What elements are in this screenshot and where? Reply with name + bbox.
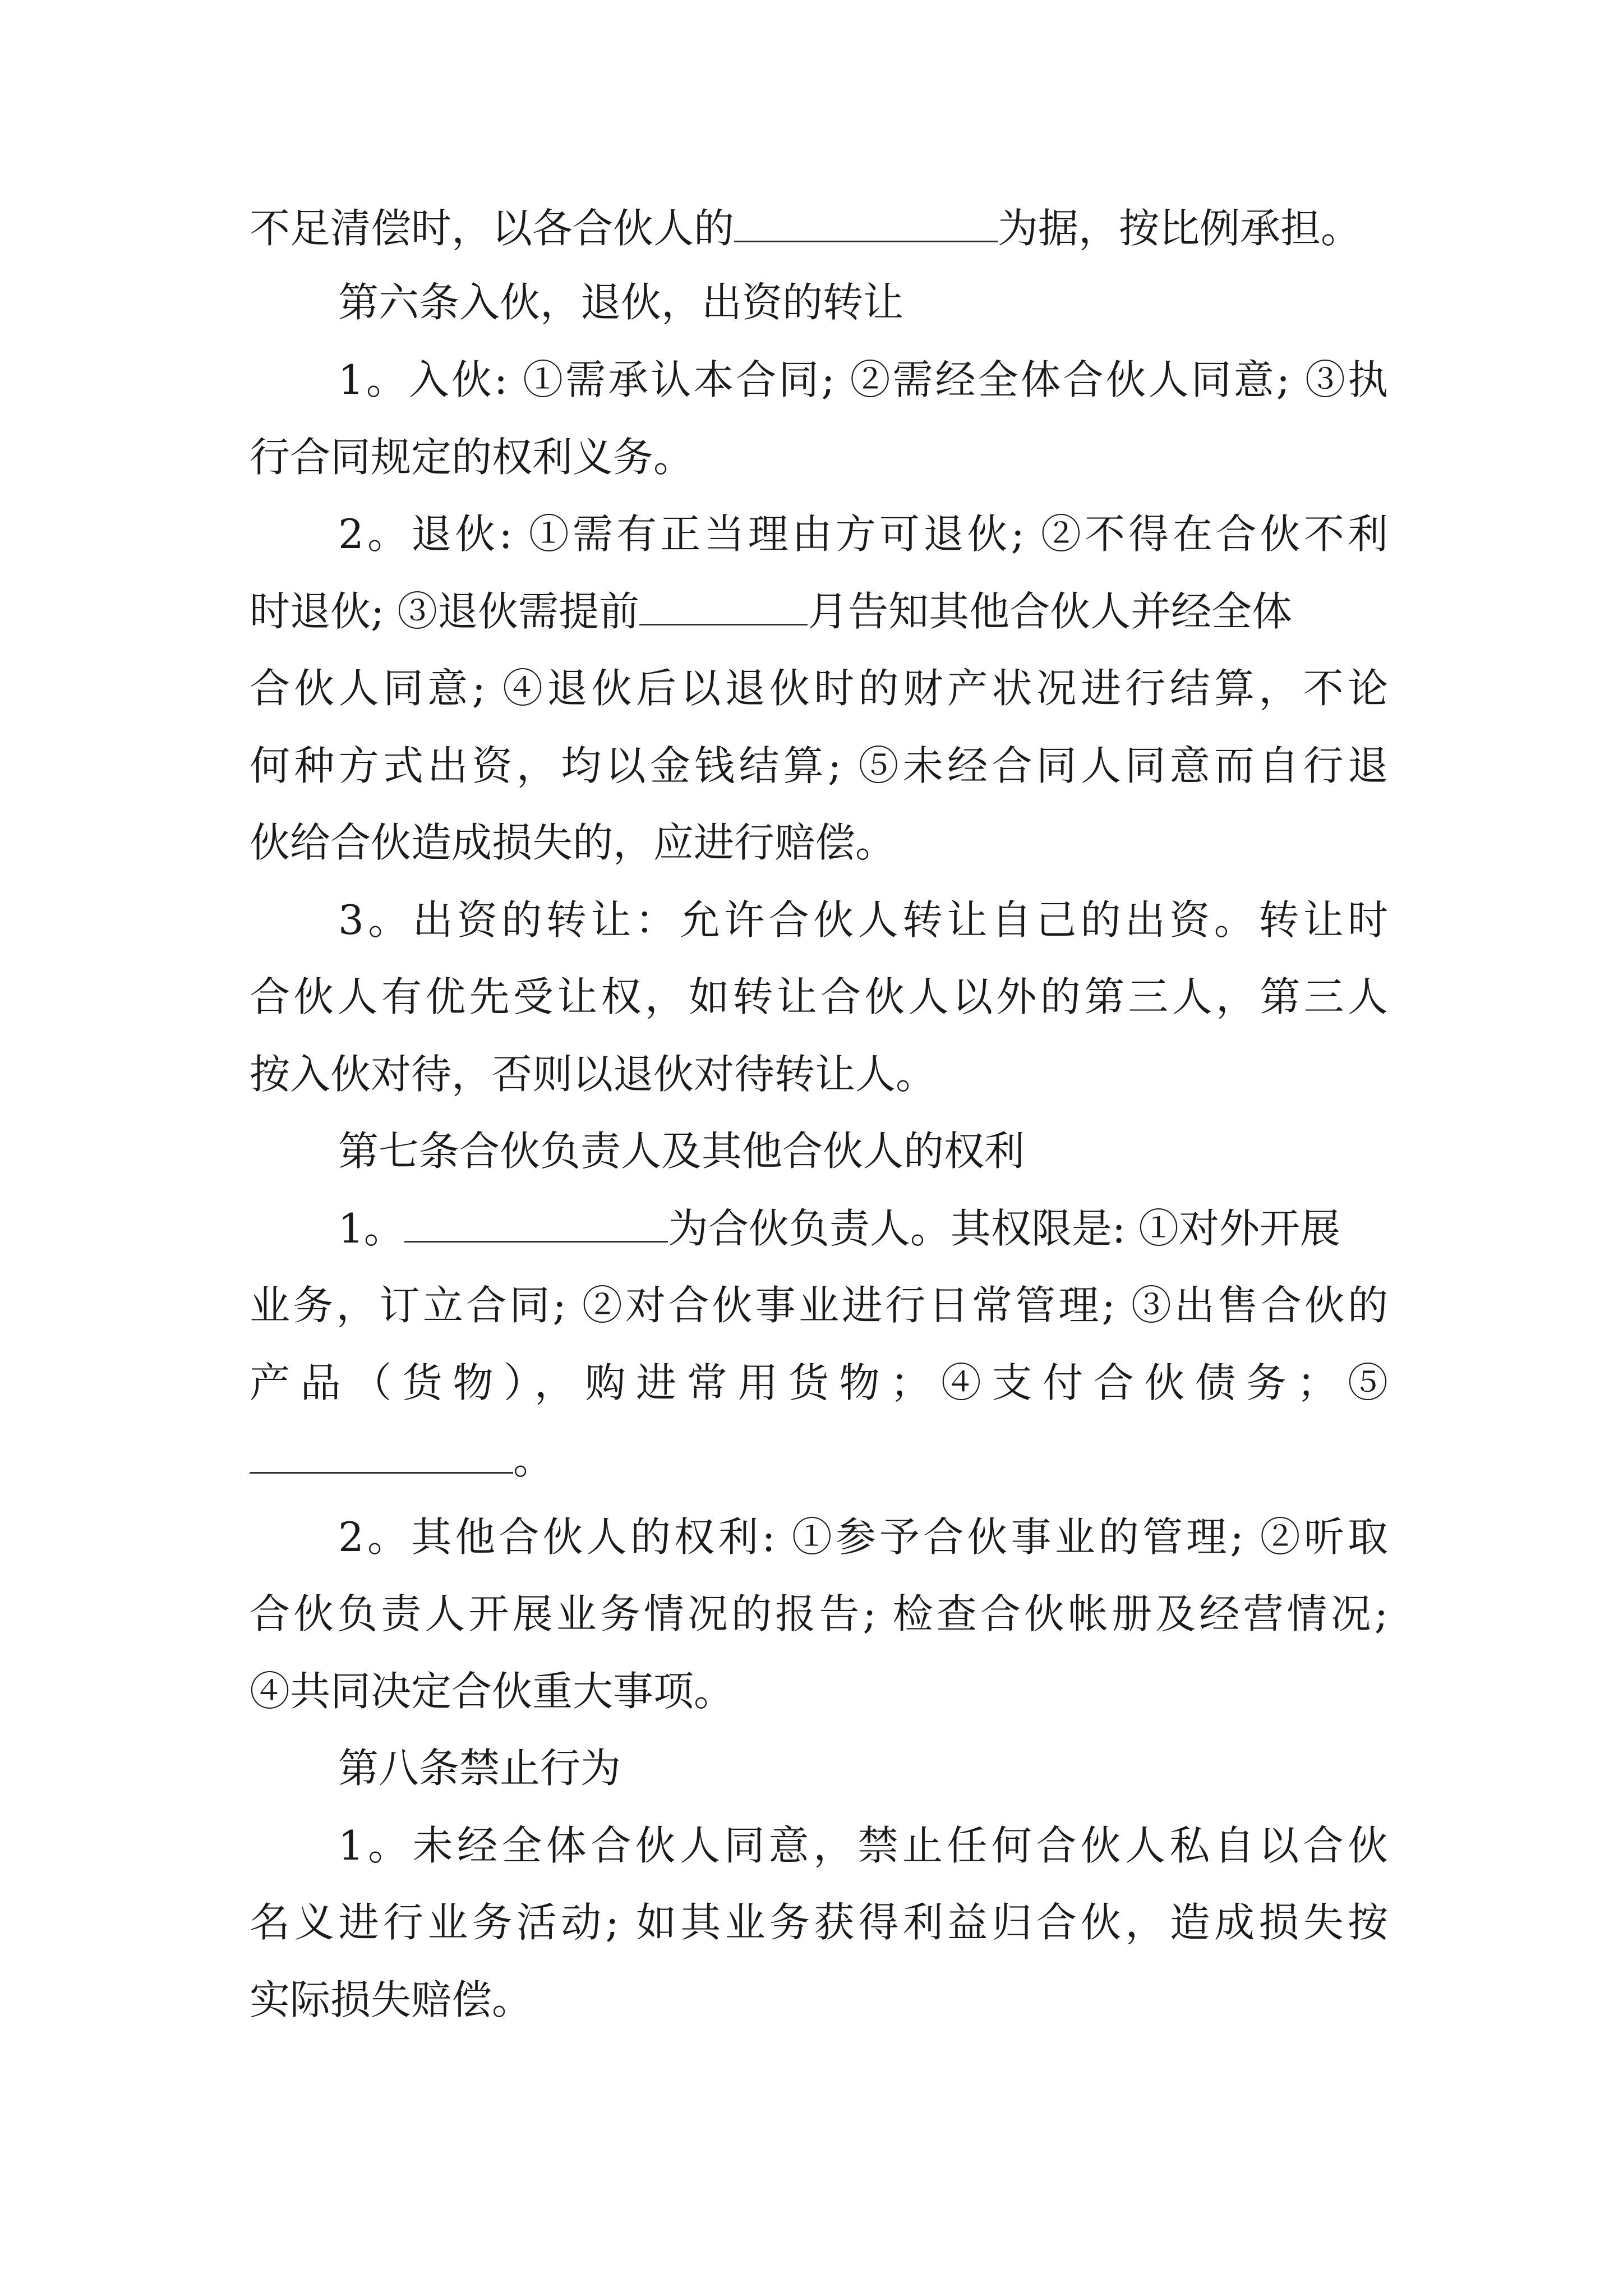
paragraph-line: 名义进行业务活动; 如其业务获得利益归合伙，造成损失按 [250,1899,1388,1946]
paragraph-line: 合伙人同意; ④退伙后以退伙时的财产状况进行结算，不论 [250,665,1388,712]
paragraph-line: 伙给合伙造成损失的，应进行赔偿。 [250,819,896,866]
paragraph-line: 3。出资的转让：允许合伙人转让自己的出资。转让时 [338,896,1388,944]
text-segment: 为据，按比例承担。 [998,205,1362,252]
text-segment: 时退伙; ③退伙需提前 [250,588,640,635]
section-heading: 第六条入伙，退伙，出资的转让 [338,279,904,326]
paragraph-line: 1。入伙: ①需承认本合同; ②需经全体合伙人同意; ③执 [338,356,1388,403]
section-heading: 第七条合伙负责人及其他合伙人的权利 [338,1128,1025,1175]
paragraph-line: 1。未经全体合伙人同意，禁止任何合伙人私自以合伙 [338,1822,1388,1869]
fill-in-blank [734,206,998,242]
paragraph-line: 何种方式出资，均以金钱结算; ⑤未经合同人同意而自行退 [250,742,1388,789]
fill-in-blank [404,1206,668,1243]
text-segment: 月告知其他合伙人并经全体 [808,588,1293,635]
paragraph-line: 行合同规定的权利义务。 [250,434,694,481]
text-segment: 。 [513,1436,554,1483]
paragraph-line: 产品（货物），购进常用货物；④支付合伙债务；⑤ [250,1359,1388,1406]
paragraph-line [250,1432,554,1488]
paragraph-line: 合伙负责人开展业务情况的报告; 检查合伙帐册及经营情况; [250,1590,1388,1637]
paragraph-line: 业务，订立合同; ②对合伙事业进行日常管理; ③出售合伙的 [250,1282,1388,1329]
paragraph-line [250,200,1361,256]
paragraph-line: 合伙人有优先受让权，如转让合伙人以外的第三人，第三人 [250,973,1388,1020]
text-segment: 为合伙负责人。其权限是: ①对外开展 [667,1205,1340,1252]
section-heading: 第八条禁止行为 [338,1745,621,1792]
paragraph-line: ④共同决定合伙重大事项。 [250,1668,735,1715]
paragraph-line [250,583,1292,639]
paragraph-line [338,1200,1340,1257]
paragraph-line: 2。其他合伙人的权利: ①参予合伙事业的管理; ②听取 [338,1513,1388,1561]
fill-in-blank [250,1437,513,1474]
text-segment: 1。 [338,1205,404,1252]
paragraph-line: 按入伙对待，否则以退伙对待转让人。 [250,1051,937,1098]
fill-in-blank [639,589,808,625]
paragraph-line: 2。退伙: ①需有正当理由方可退伙; ②不得在合伙不利 [338,510,1388,558]
text-segment: 不足清偿时，以各合伙人的 [250,205,735,252]
paragraph-line: 实际损失赔偿。 [250,1976,533,2023]
